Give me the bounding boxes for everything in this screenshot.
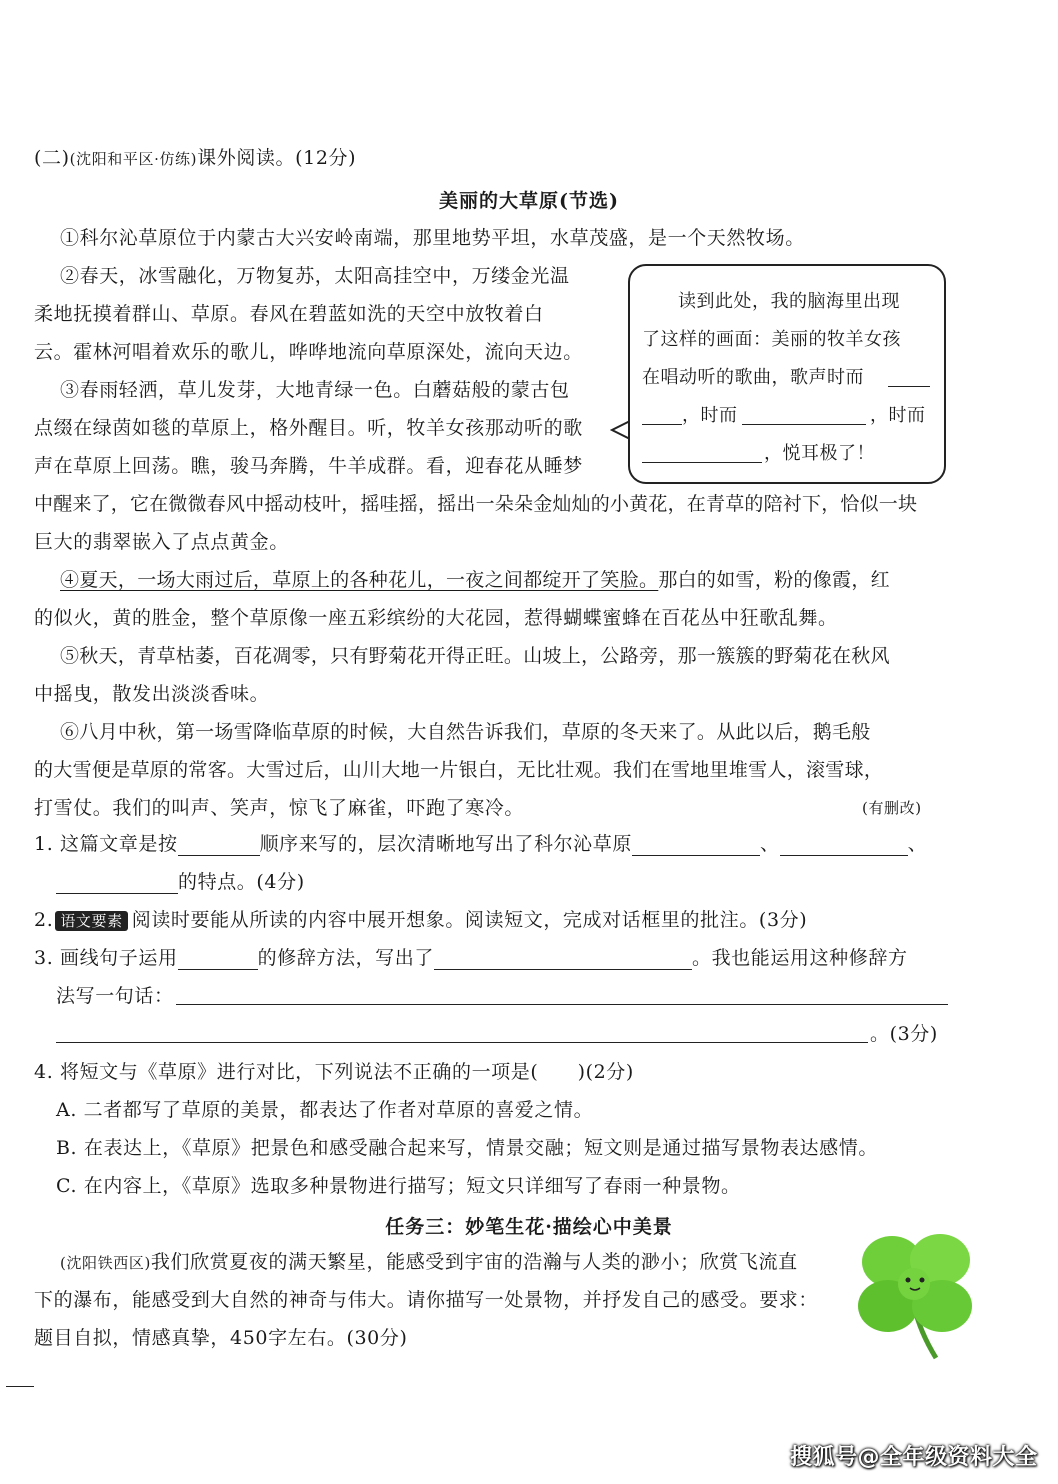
task-3-source: (沈阳铁西区) xyxy=(60,1254,151,1272)
q1-text-b: 顺序来写的，层次清晰地写出了科尔沁草原 xyxy=(259,833,632,855)
section-heading xyxy=(34,146,356,171)
paragraph-3-line-4: 中醒来了，它在微微春风中摇动枝叶，摇哇摇，摇出一朵朵金灿灿的小黄花，在青草的陪衬下，恰似一块 xyxy=(34,493,918,515)
clover-icon xyxy=(850,1222,980,1362)
task-3-line-2: 下的瀑布，能感受到大自然的神奇与伟大。请你描写一处景物，并抒发自己的感受。要求： xyxy=(34,1289,819,1311)
watermark: 搜狐号@全年级资料大全 xyxy=(790,1445,1038,1470)
paragraph-6-line-2: 的大雪便是草原的常客。大雪过后，山川大地一片银白，无比壮观。我们在雪地里堆雪人，滚雪球， xyxy=(34,759,884,781)
paragraph-3-line-5: 巨大的翡翠嵌入了点点黄金。 xyxy=(34,531,289,553)
bubble-line-4a: ，时而 xyxy=(682,405,738,426)
paragraph-1: ①科尔沁草原位于内蒙古大兴安岭南端，那里地势平坦，水草茂盛，是一个天然牧场。 xyxy=(60,227,805,249)
paragraph-3-line-3: 声在草原上回荡。瞧，骏马奔腾，牛羊成群。看，迎春花从睡梦 xyxy=(34,455,583,477)
paragraph-6-line-3: 打雪仗。我们的叫声、笑声，惊飞了麻雀，吓跑了寒冷。 xyxy=(34,797,525,819)
paragraph-3-line-2: 点缀在绿茵如毯的草原上，格外醒目。听，牧羊女孩那动听的歌 xyxy=(34,417,583,439)
q3-text-a: 3. 画线句子运用 xyxy=(34,947,178,969)
option-a[interactable]: A. 二者都写了草原的美景，都表达了作者对草原的喜爱之情。 xyxy=(56,1099,594,1121)
bubble-line-3: 在唱动听的歌曲，歌声时而 xyxy=(642,367,864,388)
q3-score: 。(3分) xyxy=(870,1023,938,1045)
q1-text-c: 的特点。(4分) xyxy=(178,871,305,893)
bubble-line-1: 读到此处，我的脑海里出现 xyxy=(678,291,900,312)
q1-blank-feature-2[interactable] xyxy=(780,837,908,856)
option-b[interactable]: B. 在表达上，《草原》把景色和感受融合起来写，情景交融；短文则是通过描写景物表达感情。 xyxy=(56,1137,878,1159)
question-3-line-2: 法写一句话： xyxy=(56,985,174,1007)
paragraph-2-line-2: 柔地抚摸着群山、草原。春风在碧蓝如洗的天空中放牧着白 xyxy=(34,303,544,325)
question-2 xyxy=(34,908,807,932)
q2-number: 2. xyxy=(34,909,54,931)
option-c[interactable]: C. 在内容上，《草原》选取多种景物进行描写；短文只详细写了春雨一种景物。 xyxy=(56,1175,741,1197)
question-3-line-1 xyxy=(34,946,908,970)
q1-sep-2: 、 xyxy=(907,833,928,855)
bubble-line-2: 了这样的画面：美丽的牧羊女孩 xyxy=(642,329,901,350)
annotation-bubble xyxy=(628,264,946,484)
paragraph-5-line-1: ⑤秋天，青草枯萎，百花凋零，只有野菊花开得正旺。山坡上，公路旁，那一簇簇的野菊花在秋风 xyxy=(60,645,890,667)
q3-writing-line-1[interactable] xyxy=(176,1004,948,1005)
task-3-line-3: 题目自拟，情感真挚，450字左右。(30分) xyxy=(34,1327,408,1349)
bubble-line-5: ，悦耳极了！ xyxy=(764,443,875,464)
paragraph-2-line-1: ②春天，冰雪融化，万物复苏，太阳高挂空中，万缕金光温 xyxy=(60,265,570,287)
section-source: (沈阳和平区·仿练) xyxy=(69,150,198,168)
bubble-line-4b: ，时而 xyxy=(870,405,926,426)
bubble-blank-3[interactable] xyxy=(642,462,762,463)
q2-text: 阅读时要能从所读的内容中展开想象。阅读短文，完成对话框里的批注。(3分) xyxy=(131,909,808,931)
q1-sep-1: 、 xyxy=(759,833,780,855)
bubble-blank-2[interactable] xyxy=(742,424,866,425)
q1-text-a: 1. 这篇文章是按 xyxy=(34,833,178,855)
paragraph-4-rest: 那白的如雪，粉的像霞，红 xyxy=(658,569,890,591)
q3-blank-effect[interactable] xyxy=(434,951,692,970)
page-edge-mark xyxy=(6,1386,34,1387)
q3-text-b: 的修辞方法，写出了 xyxy=(257,947,434,969)
q3-writing-line-2[interactable] xyxy=(56,1042,868,1043)
task-3-title: 任务三：妙笔生花·描绘心中美景 xyxy=(385,1216,673,1238)
paragraph-2-line-3: 云。霍林河唱着欢乐的歌儿，哗哗地流向草原深处，流向天边。 xyxy=(34,341,583,363)
paragraph-6-line-1: ⑥八月中秋，第一场雪降临草原的时候，大自然告诉我们，草原的冬天来了。从此以后，鹅毛般 xyxy=(60,721,871,743)
q1-blank-order[interactable] xyxy=(178,837,260,856)
article-title: 美丽的大草原(节选) xyxy=(439,190,619,212)
paragraph-3-line-1: ③春雨轻洒，草儿发芽，大地青绿一色。白蘑菇般的蒙古包 xyxy=(60,379,570,401)
question-4: 4. 将短文与《草原》进行对比，下列说法不正确的一项是( )(2分) xyxy=(34,1061,634,1083)
paragraph-5-line-2: 中摇曳，散发出淡淡香味。 xyxy=(34,683,270,705)
paragraph-4-line-2: 的似火，黄的胜金，整个草原像一座五彩缤纷的大花园，惹得蝴蝶蜜蜂在百花丛中狂歌乱舞。 xyxy=(34,607,838,629)
q3-text-c: 。我也能运用这种修辞方 xyxy=(691,947,908,969)
question-1-line-2 xyxy=(56,870,305,894)
revision-note: (有删改) xyxy=(862,799,922,817)
task-3-line-1 xyxy=(60,1250,798,1275)
section-number: (二) xyxy=(34,147,70,169)
q3-blank-rhetoric[interactable] xyxy=(178,951,258,970)
q1-blank-feature-3[interactable] xyxy=(56,875,178,894)
task-3-text-1: 我们欣赏夏夜的满天繁星，能感受到宇宙的浩瀚与人类的渺小；欣赏飞流直 xyxy=(150,1251,798,1273)
underlined-sentence: ④夏天，一场大雨过后，草原上的各种花儿，一夜之间都绽开了笑脸。 xyxy=(60,569,659,591)
paragraph-4-line-1 xyxy=(60,568,890,592)
language-element-tag: 语文要素 xyxy=(55,911,127,931)
q1-blank-feature-1[interactable] xyxy=(632,837,760,856)
question-1-line-1 xyxy=(34,832,927,856)
bubble-blank-1[interactable] xyxy=(888,386,930,387)
bubble-blank-1-cont[interactable] xyxy=(642,424,682,425)
section-instruction: 课外阅读。(12分) xyxy=(197,147,357,169)
